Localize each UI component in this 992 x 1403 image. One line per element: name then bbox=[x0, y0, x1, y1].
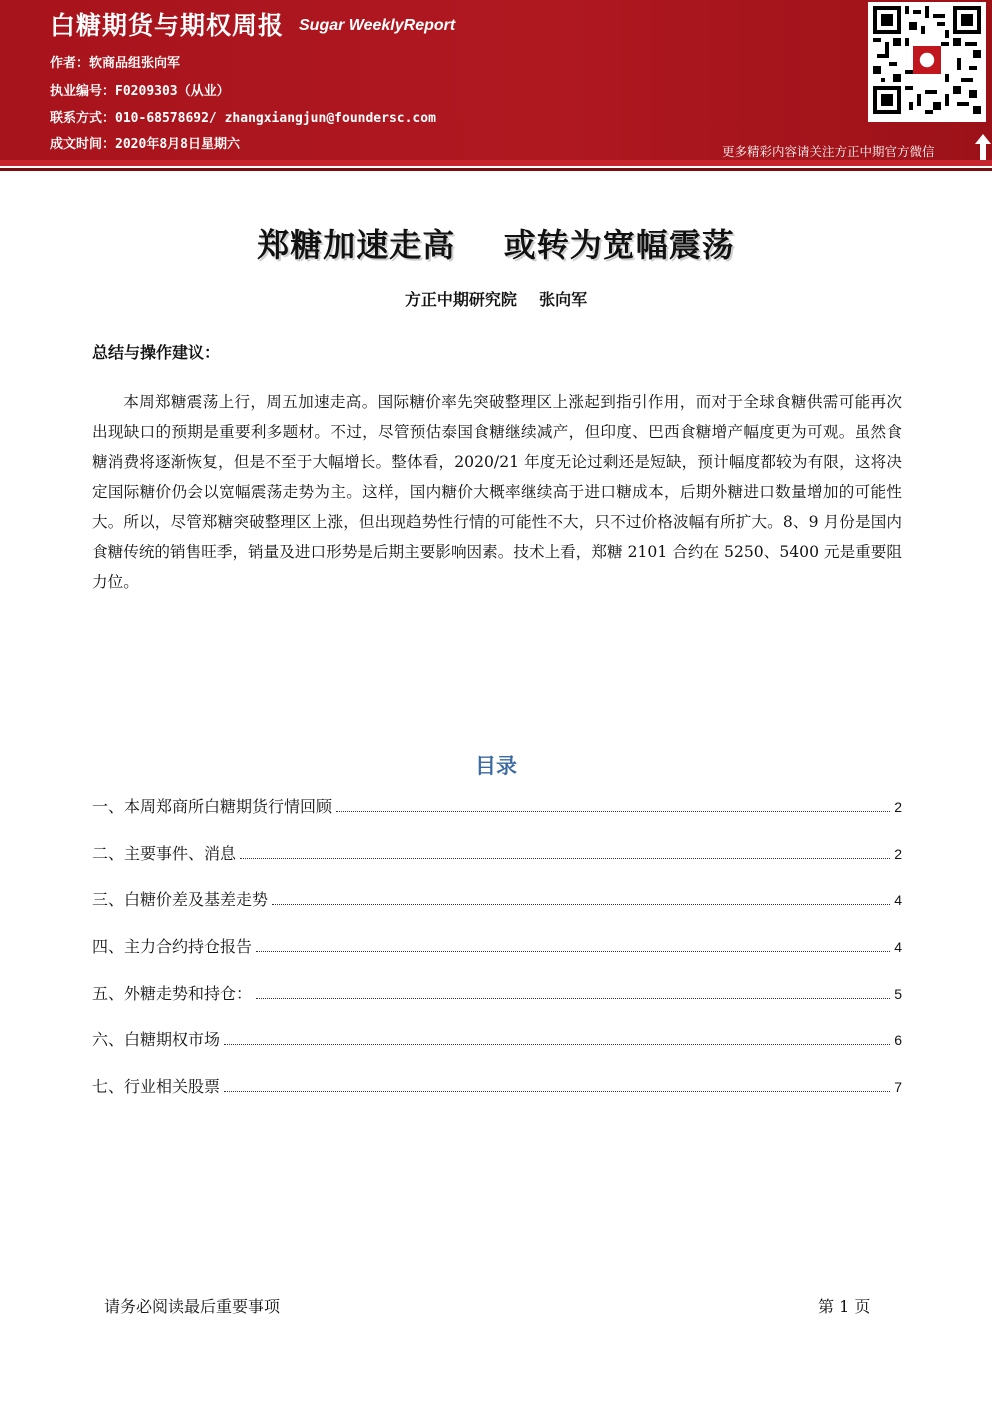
toc-item-page: 2 bbox=[894, 846, 902, 862]
toc-item-page: 4 bbox=[894, 892, 902, 908]
toc-item-page: 4 bbox=[894, 939, 902, 955]
banner-divider bbox=[0, 160, 992, 166]
toc-item-page: 6 bbox=[894, 1032, 902, 1048]
toc-item-label: 一、本周郑商所白糖期货行情回顾 bbox=[92, 797, 333, 816]
date-label: 成文时间： bbox=[50, 137, 116, 152]
author-value: 软商品组张向军 bbox=[89, 56, 181, 71]
toc-leader-dots bbox=[256, 951, 890, 952]
toc-leader-dots bbox=[272, 904, 890, 905]
report-series-subtitle: Sugar WeeklyReport bbox=[299, 17, 456, 34]
summary-paragraph: 本周郑糖震荡上行，周五加速走高。国际糖价率先突破整理区上涨起到指引作用，而对于全球食糖供需可能再次出现缺口的预期是重要利多题材。不过，尽管预估泰国食糖继续减产，但印度、巴西食糖增产幅度更为可观。虽然食糖消费将逐渐恢复，但是不至于大幅增长。整体看，2020/21 年度无论过剩还是短缺，预计幅度都较为有限，这将决定国际糖价仍会以宽幅震荡走势为主。这样，国内糖价大概率继续高于进口糖成本，后期外糖进口数量增加的可能性大。所以，尽管郑糖突破整理区上涨，但出现趋势性行情的可能性不大，只不过价格波幅有所扩大。8、9 月份是国内食糖传统的销售旺季，销量及进口形势是后期主要影响因素。技术上看，郑糖 2101 合约在 5250、5400 元是重要阻力位。 bbox=[92, 393, 902, 591]
toc-item-page: 5 bbox=[894, 986, 902, 1002]
license-value: F0209303（从业） bbox=[115, 84, 230, 99]
toc-item-page: 2 bbox=[894, 799, 902, 815]
toc-item-label: 二、主要事件、消息 bbox=[92, 844, 237, 863]
date-value: 2020年8月8日星期六 bbox=[115, 137, 240, 152]
author-line bbox=[50, 52, 180, 71]
up-arrow-icon bbox=[975, 134, 991, 160]
toc-item[interactable] bbox=[92, 1074, 902, 1096]
toc-item[interactable] bbox=[92, 1027, 902, 1049]
toc-title: 目录 bbox=[475, 754, 517, 778]
toc-item-label: 七、行业相关股票 bbox=[92, 1077, 221, 1096]
toc-leader-dots bbox=[240, 858, 890, 859]
contact-line bbox=[50, 107, 436, 126]
follow-wechat-text: 更多精彩内容请关注方正中期官方微信 bbox=[722, 144, 935, 159]
contact-label: 联系方式： bbox=[50, 111, 116, 126]
document-author-line: 方正中期研究院 张向军 bbox=[404, 290, 588, 309]
license-line bbox=[50, 80, 230, 99]
footer-notice: 请务必阅读最后重要事项 bbox=[104, 1297, 281, 1316]
report-banner bbox=[0, 0, 992, 160]
banner-divider-dark bbox=[0, 168, 992, 171]
report-series-title: 白糖期货与期权周报 bbox=[50, 11, 285, 40]
toc-item-label: 三、白糖价差及基差走势 bbox=[92, 890, 269, 909]
toc-item[interactable] bbox=[92, 794, 902, 816]
author-label: 作者： bbox=[50, 56, 90, 71]
toc-item[interactable] bbox=[92, 887, 902, 909]
toc-item[interactable] bbox=[92, 981, 902, 1003]
footer-page-number: 第 1 页 bbox=[818, 1297, 871, 1316]
toc-item-label: 四、主力合约持仓报告 bbox=[92, 937, 253, 956]
document-title: 郑糖加速走高 或转为宽幅震荡 bbox=[257, 226, 735, 264]
toc-item-label: 五、外糖走势和持仓： bbox=[92, 984, 253, 1003]
date-line bbox=[50, 133, 240, 152]
toc-leader-dots bbox=[224, 1091, 890, 1092]
toc-item[interactable] bbox=[92, 841, 902, 863]
toc-leader-dots bbox=[336, 811, 890, 812]
toc-item-page: 7 bbox=[894, 1079, 902, 1095]
toc-leader-dots bbox=[224, 1044, 890, 1045]
toc-item[interactable] bbox=[92, 934, 902, 956]
summary-heading: 总结与操作建议： bbox=[92, 343, 221, 362]
toc-item-label: 六、白糖期权市场 bbox=[92, 1030, 221, 1049]
contact-value: 010-68578692/ zhangxiangjun@foundersc.com bbox=[115, 111, 436, 126]
qr-code-icon[interactable] bbox=[868, 2, 986, 122]
license-label: 执业编号： bbox=[50, 84, 116, 99]
toc-leader-dots bbox=[256, 998, 890, 999]
